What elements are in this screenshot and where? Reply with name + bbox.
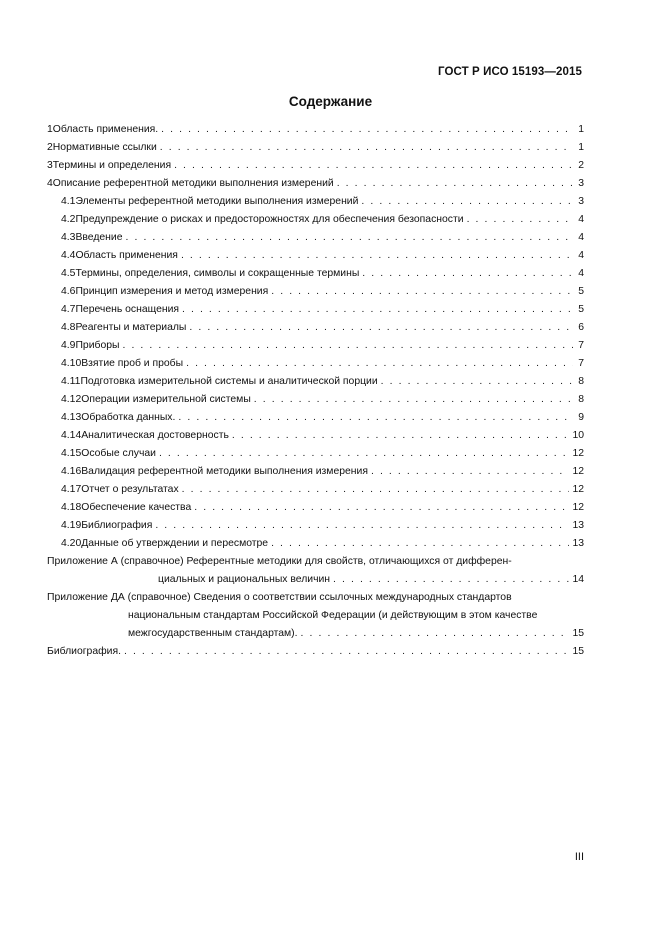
- dot-leader: [181, 247, 573, 265]
- toc-entry-page: 13: [572, 520, 584, 531]
- toc-entry-title: Перечень оснащения: [75, 304, 180, 315]
- toc-entry-number: 4.3: [61, 232, 76, 243]
- dot-leader: [371, 463, 569, 481]
- toc-entry-number: 4.2: [61, 214, 76, 225]
- toc-entry-number: 4.6: [61, 286, 76, 297]
- toc-entry-number: 3: [47, 160, 53, 171]
- toc-entry-page: 5: [578, 304, 584, 315]
- toc-entry-number: 4.11: [61, 376, 81, 387]
- toc-entry[interactable]: [47, 463, 584, 481]
- toc-entry[interactable]: [47, 283, 584, 301]
- toc-entry-page: 4: [578, 250, 584, 261]
- toc-entry-page: 1: [578, 142, 584, 153]
- toc-entry[interactable]: [47, 301, 584, 319]
- toc-entry[interactable]: [47, 445, 584, 463]
- toc-entry-title: Взятие проб и пробы: [81, 358, 184, 369]
- toc-entry-title: Реагенты и материалы: [75, 322, 187, 333]
- toc-entry-title: Область применения.: [52, 124, 159, 135]
- dot-leader: [254, 391, 573, 409]
- appendix-a-line2: циальных и рациональных величин: [158, 574, 331, 585]
- toc-entry-number: 1: [47, 124, 53, 135]
- appendix-da-line3: межгосударственным стандартам).: [128, 628, 298, 639]
- bibliography-label: Библиография.: [47, 646, 121, 657]
- toc-entry-number: 4: [47, 178, 53, 189]
- toc-entry-page: 8: [578, 376, 584, 387]
- dot-leader: [467, 211, 573, 229]
- toc-entry-page: 7: [578, 340, 584, 351]
- toc-entry-page: 3: [578, 196, 584, 207]
- toc-entry-title: Аналитическая достоверность: [81, 430, 229, 441]
- toc-entry[interactable]: [47, 337, 584, 355]
- toc-entry-page: 13: [572, 538, 584, 549]
- toc-entry[interactable]: [47, 517, 584, 535]
- toc-entry-title: Данные об утверждении и пересмотре: [81, 538, 269, 549]
- table-of-contents: [47, 121, 584, 661]
- toc-entry-number: 2: [47, 142, 53, 153]
- appendix-a-page: 14: [572, 574, 584, 585]
- dot-leader: [361, 193, 573, 211]
- toc-entry-title: Нормативные ссылки: [52, 142, 157, 153]
- toc-entry[interactable]: [47, 535, 584, 553]
- dot-leader: [381, 373, 573, 391]
- dot-leader: [182, 481, 570, 499]
- toc-entry-number: 4.5: [61, 268, 76, 279]
- bibliography-page: 15: [572, 646, 584, 657]
- toc-entry-number: 4.1: [61, 196, 76, 207]
- toc-appendix-a[interactable]: [47, 553, 584, 589]
- toc-entry[interactable]: [47, 319, 584, 337]
- toc-entry-number: 4.20: [61, 538, 82, 549]
- appendix-da-line1: Приложение ДА (справочное) Сведения о соответствии ссылочных международных стандартов: [47, 592, 512, 603]
- toc-entry-page: 12: [572, 484, 584, 495]
- document-code: ГОСТ Р ИСО 15193—2015: [437, 66, 582, 78]
- toc-entry-page: 5: [578, 286, 584, 297]
- toc-entry-page: 4: [578, 214, 584, 225]
- page-number: III: [574, 851, 584, 863]
- toc-entry[interactable]: [47, 427, 584, 445]
- toc-entry-number: 4.7: [61, 304, 76, 315]
- toc-entry-page: 12: [572, 502, 584, 513]
- dot-leader: [160, 139, 573, 157]
- toc-entry[interactable]: [47, 175, 584, 193]
- toc-entry[interactable]: [47, 229, 584, 247]
- toc-entry-page: 10: [572, 430, 584, 441]
- toc-entry-number: 4.15: [61, 448, 82, 459]
- dot-leader: [159, 445, 569, 463]
- toc-entry[interactable]: [47, 139, 584, 157]
- toc-entry-number: 4.19: [61, 520, 82, 531]
- toc-entry[interactable]: [47, 157, 584, 175]
- dot-leader: [161, 121, 573, 139]
- toc-entry-title: Особые случаи: [81, 448, 156, 459]
- toc-items: [47, 121, 584, 553]
- toc-entry-page: 1: [578, 124, 584, 135]
- toc-appendix-da[interactable]: [47, 589, 584, 643]
- toc-entry-page: 12: [572, 466, 584, 477]
- toc-entry[interactable]: [47, 247, 584, 265]
- toc-entry-title: Обеспечение качества: [81, 502, 192, 513]
- toc-entry-title: Обработка данных.: [81, 412, 176, 423]
- toc-entry[interactable]: [47, 391, 584, 409]
- toc-entry-page: 9: [578, 412, 584, 423]
- toc-entry-number: 4.8: [61, 322, 76, 333]
- toc-entry-title: Термины, определения, символы и сокращенные термины: [75, 268, 360, 279]
- toc-entry[interactable]: [47, 499, 584, 517]
- toc-entry[interactable]: [47, 373, 584, 391]
- toc-entry-title: Область применения: [75, 250, 178, 261]
- dot-leader: [186, 355, 573, 373]
- toc-entry-title: Операции измерительной системы: [81, 394, 251, 405]
- toc-entry-title: Валидация референтной методики выполнения измерения: [81, 466, 368, 477]
- toc-entry-title: Подготовка измерительной системы и аналитической порции: [80, 376, 378, 387]
- appendix-da-line2: национальным стандартам Российской Федерации (и действующим в этом качестве: [128, 610, 538, 621]
- toc-entry-number: 4.17: [61, 484, 82, 495]
- toc-entry[interactable]: [47, 409, 584, 427]
- toc-entry-title: Введение: [75, 232, 123, 243]
- dot-leader: [333, 571, 569, 589]
- toc-entry-number: 4.12: [61, 394, 82, 405]
- toc-entry-number: 4.16: [61, 466, 82, 477]
- toc-entry-page: 6: [578, 322, 584, 333]
- dot-leader: [122, 337, 573, 355]
- toc-bibliography[interactable]: [47, 643, 584, 661]
- toc-entry[interactable]: [47, 193, 584, 211]
- toc-entry-title: Термины и определения: [52, 160, 172, 171]
- toc-entry-number: 4.9: [61, 340, 76, 351]
- toc-entry[interactable]: [47, 355, 584, 373]
- dot-leader: [232, 427, 570, 445]
- toc-entry-title: Принцип измерения и метод измерения: [75, 286, 269, 297]
- toc-entry-title: Описание референтной методики выполнения измерений: [52, 178, 334, 189]
- toc-entry-page: 8: [578, 394, 584, 405]
- dot-leader: [362, 265, 573, 283]
- dot-leader: [271, 535, 569, 553]
- toc-entry[interactable]: [47, 121, 584, 139]
- appendix-da-page: 15: [572, 628, 584, 639]
- toc-entry-number: 4.18: [61, 502, 82, 513]
- toc-entry-page: 2: [578, 160, 584, 171]
- toc-title: Содержание: [288, 94, 373, 109]
- toc-entry-page: 3: [578, 178, 584, 189]
- toc-entry-page: 4: [578, 232, 584, 243]
- dot-leader: [174, 157, 573, 175]
- toc-entry-number: 4.10: [61, 358, 82, 369]
- appendix-a-line1: Приложение А (справочное) Референтные методики для свойств, отличающихся от дифферен-: [47, 556, 512, 567]
- dot-leader: [126, 229, 574, 247]
- toc-entry[interactable]: [47, 481, 584, 499]
- toc-entry-number: 4.13: [61, 412, 82, 423]
- dot-leader: [155, 517, 569, 535]
- toc-entry[interactable]: [47, 265, 584, 283]
- dot-leader: [178, 409, 573, 427]
- toc-entry-title: Библиография: [81, 520, 153, 531]
- toc-entry-number: 4.14: [61, 430, 82, 441]
- toc-entry-page: 7: [578, 358, 584, 369]
- dot-leader: [189, 319, 573, 337]
- toc-entry-title: Элементы референтной методики выполнения измерений: [75, 196, 359, 207]
- dot-leader: [301, 625, 570, 643]
- dot-leader: [194, 499, 569, 517]
- toc-entry-page: 4: [578, 268, 584, 279]
- dot-leader: [337, 175, 573, 193]
- toc-entry[interactable]: [47, 211, 584, 229]
- toc-entry-title: Приборы: [75, 340, 120, 351]
- toc-entry-page: 12: [572, 448, 584, 459]
- dot-leader: [182, 301, 573, 319]
- dot-leader: [271, 283, 573, 301]
- toc-entry-title: Предупреждение о рисках и предосторожностях для обеспечения безопасности: [75, 214, 464, 225]
- toc-entry-title: Отчет о результатах: [81, 484, 179, 495]
- toc-entry-number: 4.4: [61, 250, 76, 261]
- dot-leader: [124, 643, 569, 661]
